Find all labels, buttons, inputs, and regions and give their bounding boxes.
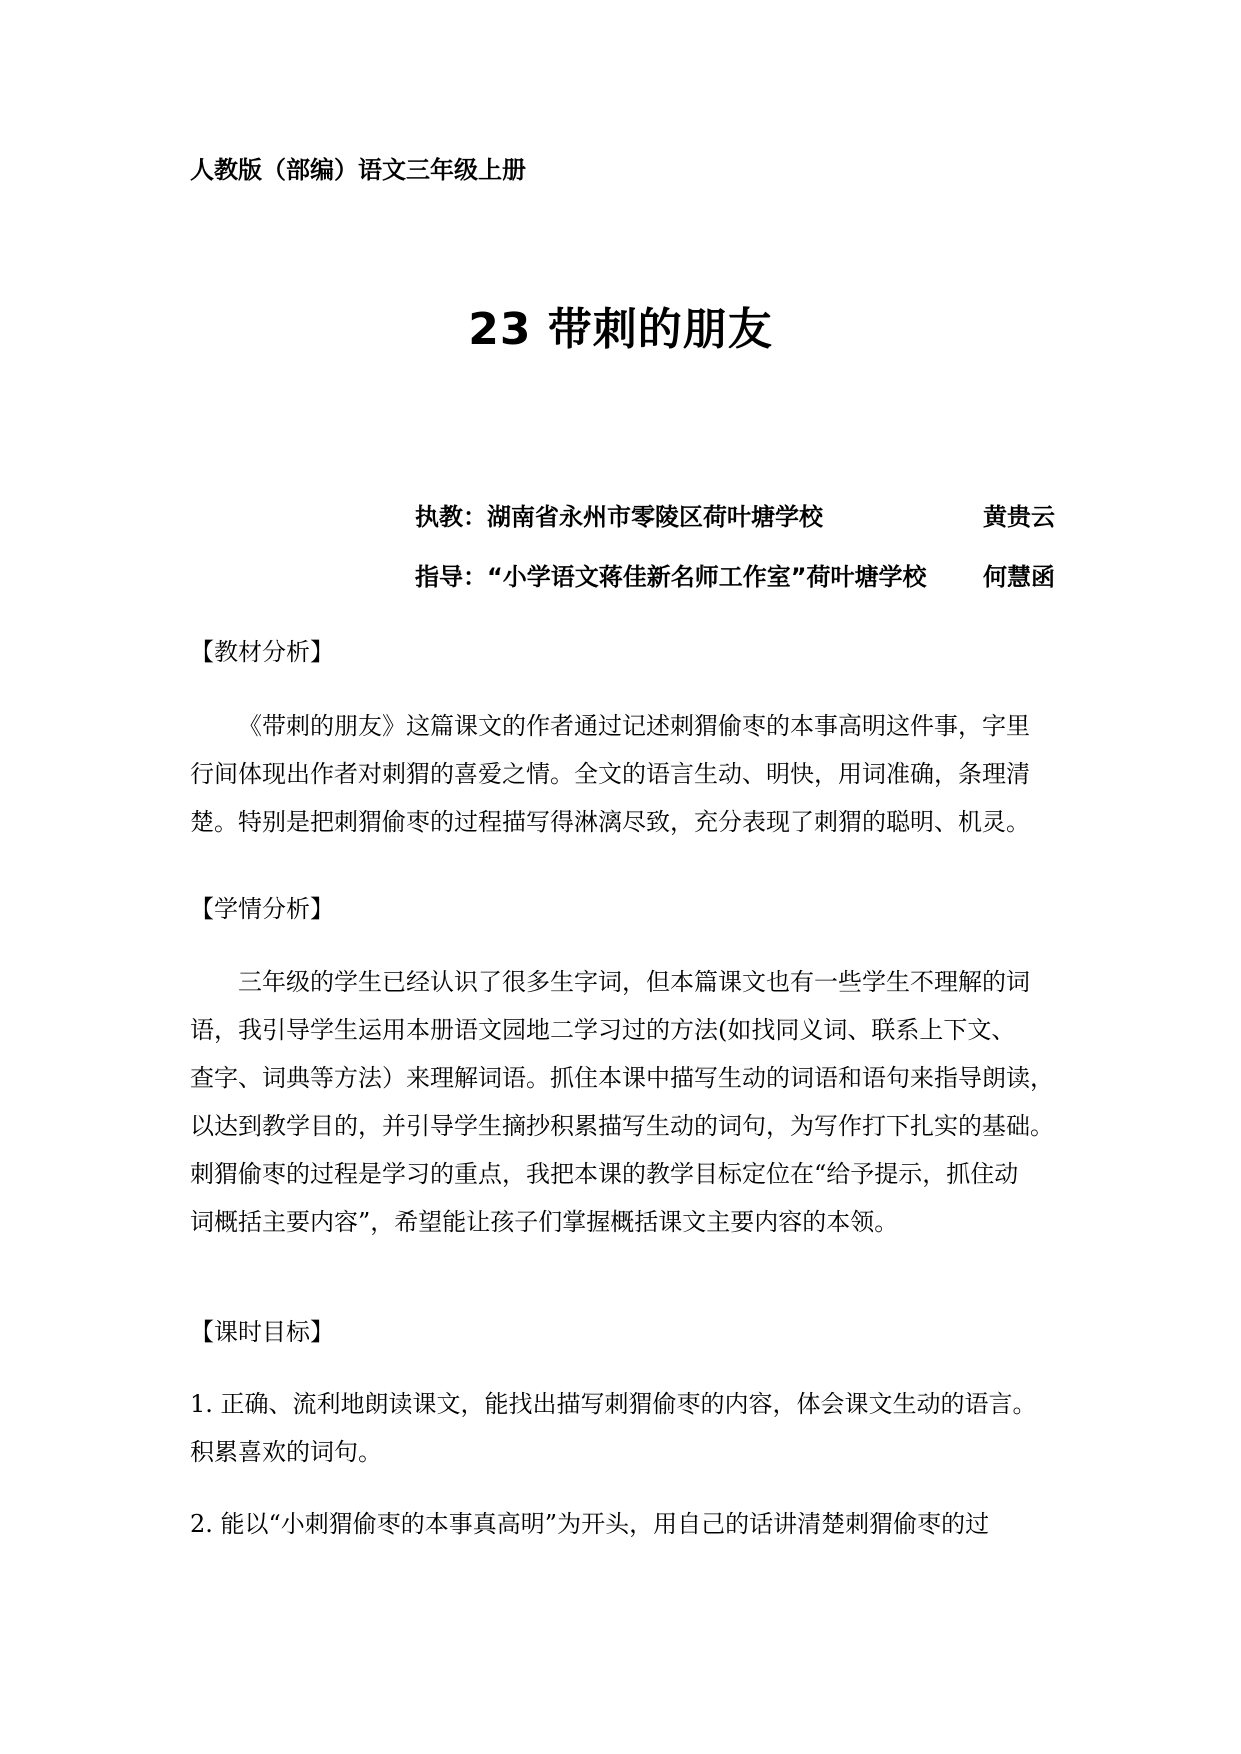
- teacher-credit: [415, 500, 1055, 534]
- advisor-label: 指导：“小学语文蒋佳新名师工作室”荷叶塘学校: [415, 563, 927, 591]
- paragraph-line: 楚。特别是把刺猬偷枣的过程描写得淋漓尽致，充分表现了刺猬的聪明、机灵。: [190, 808, 1030, 836]
- textbook-analysis-paragraph: [190, 702, 1055, 846]
- teacher-label: 执教：湖南省永州市零陵区荷叶塘学校: [415, 503, 823, 531]
- paragraph-line: 积累喜欢的词句。: [190, 1438, 382, 1466]
- paragraph-line: 2. 能以“小刺猬偷枣的本事真高明”为开头，用自己的话讲清楚刺猬偷枣的过: [190, 1510, 990, 1538]
- section-heading-student-analysis: 【学情分析】: [190, 895, 334, 923]
- paragraph-line: 《带刺的朋友》这篇课文的作者通过记述刺猬偷枣的本事高明这件事，字里: [238, 712, 1030, 740]
- paragraph-line: 以达到教学目的，并引导学生摘抄积累描写生动的词句，为写作打下扎实的基础。: [190, 1112, 1054, 1140]
- objective-item-1: [190, 1380, 1055, 1476]
- paragraph-line: 三年级的学生已经认识了很多生字词，但本篇课文也有一些学生不理解的词: [238, 968, 1030, 996]
- objective-item-2: [190, 1500, 1055, 1548]
- section-heading-textbook-analysis: 【教材分析】: [190, 638, 334, 666]
- paragraph-line: 词概括主要内容”，希望能让孩子们掌握概括课文主要内容的本领。: [190, 1208, 899, 1236]
- paragraph-line: 查字、词典等方法）来理解词语。抓住本课中描写生动的词语和语句来指导朗读，: [190, 1064, 1054, 1092]
- section-heading-lesson-objectives: 【课时目标】: [190, 1318, 334, 1346]
- paragraph-line: 1. 正确、流利地朗读课文，能找出描写刺猬偷枣的内容，体会课文生动的语言。: [190, 1390, 1037, 1418]
- paragraph-line: 刺猬偷枣的过程是学习的重点，我把本课的教学目标定位在“给予提示，抓住动: [190, 1160, 1019, 1188]
- paragraph-line: 语，我引导学生运用本册语文园地二学习过的方法(如找同义词、联系上下文、: [190, 1016, 1016, 1044]
- textbook-series: 人教版（部编）语文三年级上册: [190, 156, 526, 184]
- lesson-title: 23 带刺的朋友: [468, 304, 773, 355]
- advisor-credit: [415, 560, 1055, 594]
- student-analysis-paragraph: [190, 958, 1055, 1246]
- advisor-name: 何慧函: [983, 563, 1055, 591]
- paragraph-line: 行间体现出作者对刺猬的喜爱之情。全文的语言生动、明快，用词准确，条理清: [190, 760, 1030, 788]
- teacher-name: 黄贵云: [983, 503, 1055, 531]
